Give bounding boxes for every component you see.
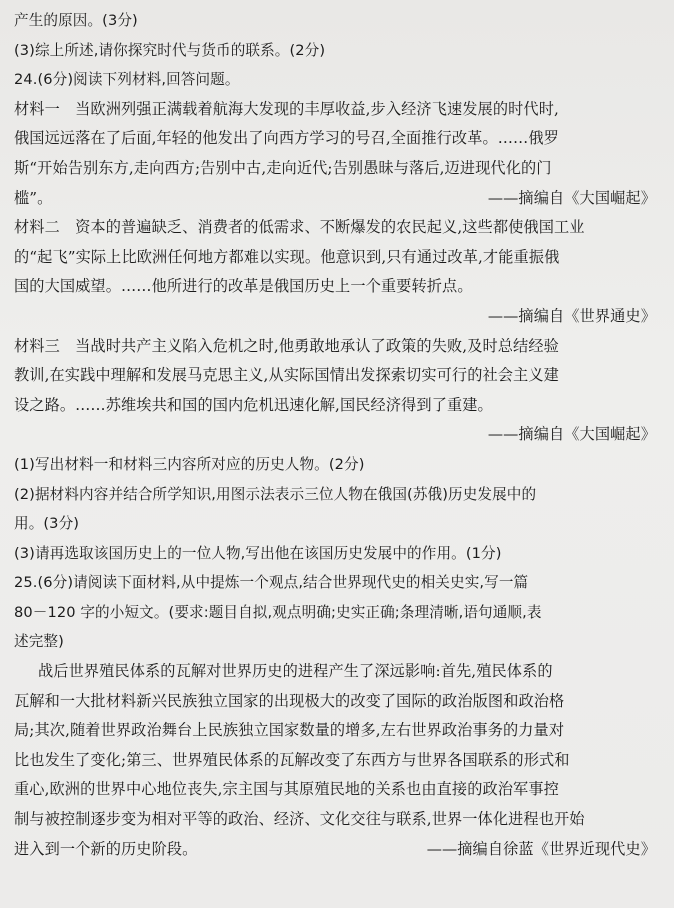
q25-material-line-5: 重心,欧洲的世界中心地位丧失,宗主国与其原殖民地的关系也由直接的政治军事控 (14, 780, 559, 799)
exam-page (14, 6, 662, 864)
q25-prompt-line-2: 80－120 字的小短文。(要求:题目自拟,观点明确;史实正确;条理清晰,语句通顺,表 (14, 603, 542, 621)
q23-line-1: 产生的原因。(3分) (14, 12, 138, 29)
q24-question-1: (1)写出材料一和材料三内容所对应的历史人物。(2分) (14, 455, 365, 473)
q25-material-line-2: 瓦解和一大批材料新兴民族独立国家的出现极大的改变了国际的政治版图和政治格 (14, 691, 565, 710)
q24-material-1-line-2: 俄国远远落在了后面,年轻的他发出了向西方学习的号召,全面推行改革。……俄罗 (14, 129, 559, 148)
q24-material-3-line-1: 材料三 当战时共产主义陷入危机之时,他勇敢地承认了政策的失败,及时总结经验 (14, 336, 559, 355)
q24-question-2: (2)据材料内容并结合所学知识,用图示法表示三位人物在俄国(苏俄)历史发展中的 (14, 485, 537, 503)
q24-material-3-line-3: 设之路。……苏维埃共和国的国内危机迅速化解,国民经济得到了重建。 (14, 395, 493, 414)
q25-prompt-line-3: 述完整) (14, 633, 64, 651)
q24-question-3: (3)请再选取该国历史上的一位人物,写出他在该国历史发展中的作用。(1分) (14, 544, 502, 562)
q24-material-1-source: ——摘编自《大国崛起》 (487, 188, 656, 207)
q25-material-source: ——摘编自徐蓝《世界近现代史》 (426, 839, 656, 858)
q25-material-line-7: 进入到一个新的历史阶段。 (14, 839, 198, 858)
q24-question-2-cont: 用。(3分) (14, 515, 80, 533)
q24-material-2-line-3: 国的大国威望。……他所进行的改革是俄国历史上一个重要转折点。 (14, 277, 473, 296)
q24-material-1-line-1: 材料一 当欧洲列强正满载着航海大发现的丰厚收益,步入经济飞速发展的时代时, (14, 99, 559, 118)
q25-material-line-3: 局;其次,随着世界政治舞台上民族独立国家数量的增多,左右世界政治事务的力量对 (14, 721, 565, 740)
q23-line-2: (3)综上所述,请你探究时代与货币的联系。(2分) (14, 41, 326, 59)
q24-material-2-line-2: 的“起飞”实际上比欧洲任何地方都难以实现。他意识到,只有通过改革,才能重振俄 (14, 247, 560, 266)
q25-material-line-6: 制与被控制逐步变为相对平等的政治、经济、文化交往与联系,世界一体化进程也开始 (14, 810, 585, 829)
q24-header: 24.(6分)阅读下列材料,回答问题。 (14, 71, 240, 89)
q25-material-last-row (14, 835, 662, 865)
q24-material-2-source: ——摘编自《世界通史》 (487, 306, 656, 325)
q24-material-1-line-4: 槛”。 (14, 188, 53, 207)
q25-material-line-4: 比也发生了变化;第三、世界殖民体系的瓦解改变了东西方与世界各国联系的形式和 (14, 750, 570, 769)
q24-material-2-line-1: 材料二 资本的普遍缺乏、消费者的低需求、不断爆发的农民起义,这些都使俄国工业 (14, 218, 585, 237)
q25-material-line-1: 战后世界殖民体系的瓦解对世界历史的进程产生了深远影响:首先,殖民体系的 (38, 662, 553, 681)
q25-prompt-line-1: 25.(6分)请阅读下面材料,从中提炼一个观点,结合世界现代史的相关史实,写一篇 (14, 574, 529, 592)
q24-material-1-line-3: 斯“开始告别东方,走向西方;告别中古,走向近代;告别愚昧与落后,迈进现代化的门 (14, 158, 552, 177)
q24-material-3-source: ——摘编自《大国崛起》 (487, 425, 656, 444)
q24-material-3-line-2: 教训,在实践中理解和发展马克思主义,从实际国情出发探索切实可行的社会主义建 (14, 366, 559, 385)
